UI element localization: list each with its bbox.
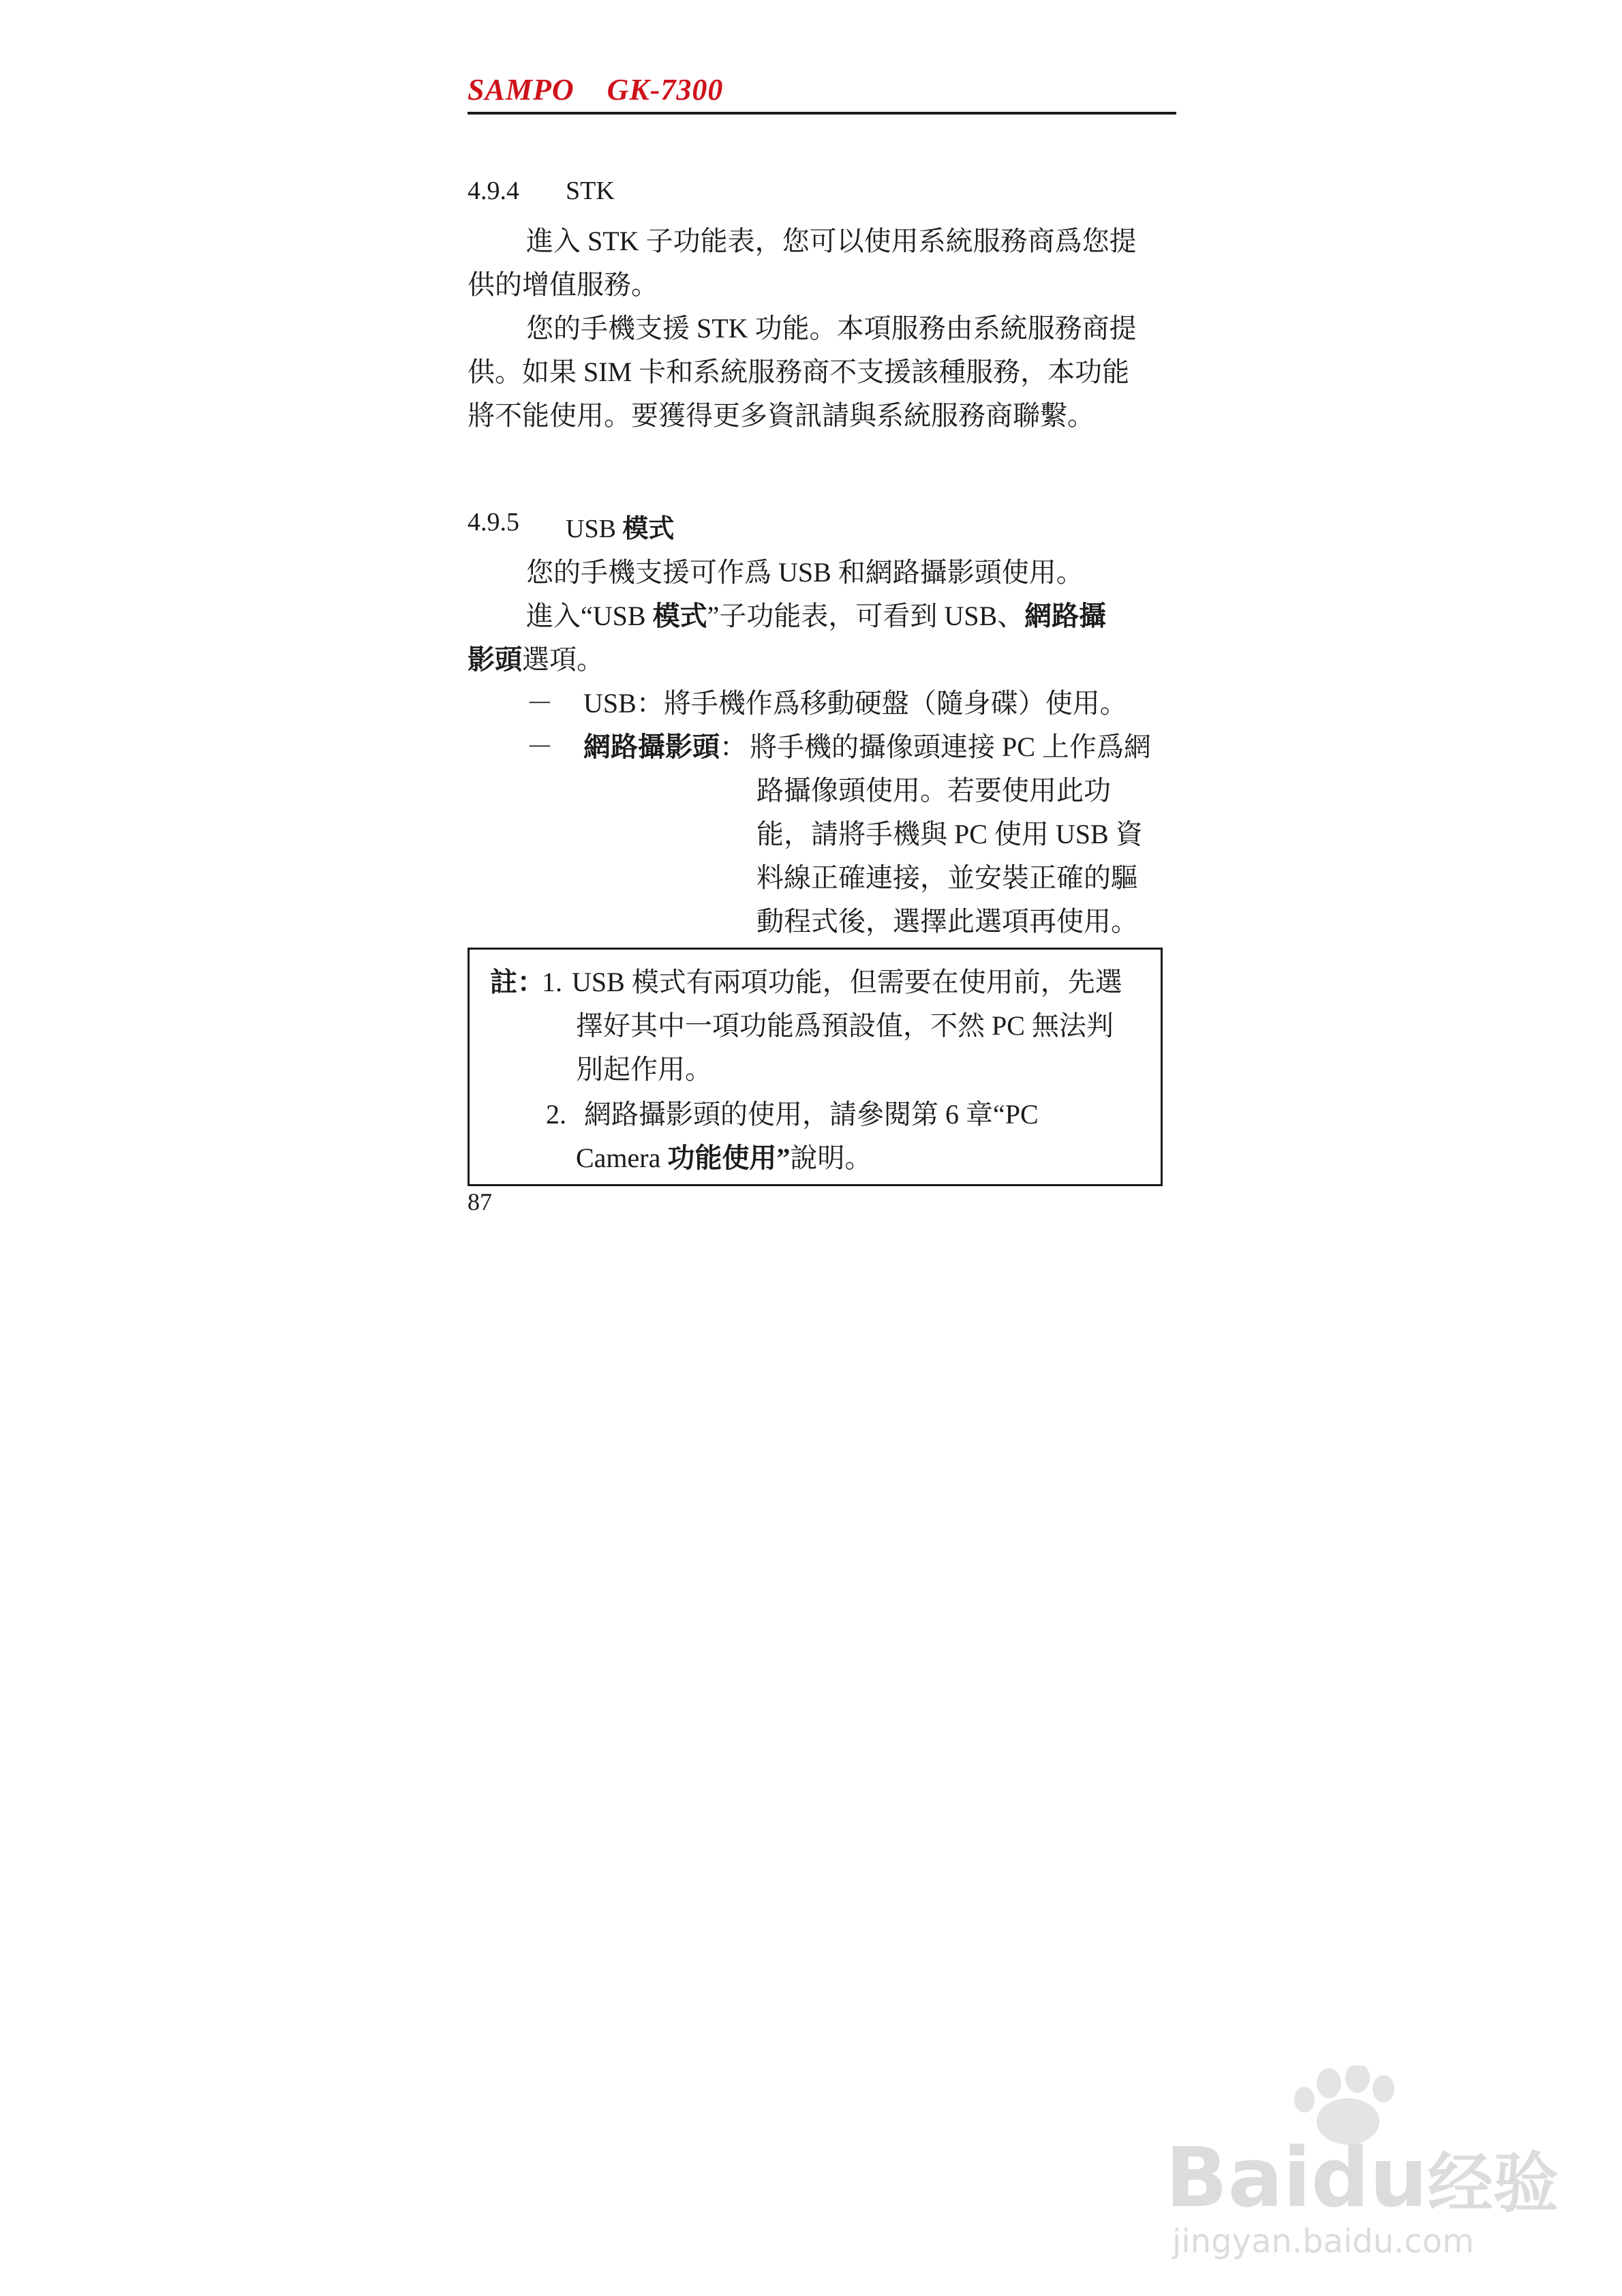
note-item-number: 2. [546,1099,566,1130]
watermark-brand: Baidu经验 [1165,2131,1559,2226]
paragraph-line: 進入 STK 子功能表，您可以使用系統服務商爲您提 [526,226,1137,256]
note-line: 別起作用。 [576,1054,712,1085]
paragraph-line: 進入“USB 模式”子功能表，可看到 USB、網路攝 [526,601,1107,631]
paragraph-line: 您的手機支援可作爲 USB 和網路攝影頭使用。 [526,557,1084,588]
note-item-number: 1. [542,967,562,997]
list-item-line: 路攝像頭使用。若要使用此功 [756,775,1111,806]
note-line: 網路攝影頭的使用，請參閱第 6 章“PC [584,1099,1039,1130]
section-title-plain: USB [566,515,623,543]
paragraph-line: 影頭選項。 [468,644,604,675]
brand-title: SAMPO GK-7300 [468,73,724,106]
page-header [468,72,1176,115]
list-item-line: 料線正確連接，並安裝正確的驅 [756,862,1138,893]
list-item: USB：將手機作爲移動硬盤（隨身碟）使用。 [583,688,1127,719]
section-number: 4.9.5 [468,508,519,537]
section-title [566,507,674,545]
list-dash: － [526,688,553,719]
paragraph-line: 您的手機支援 STK 功能。本項服務由系統服務商提 [526,313,1137,344]
section-title-bold: 模式 [622,515,675,543]
list-dash: － [526,731,553,762]
note-line: 擇好其中一項功能爲預設值，不然 PC 無法判 [576,1010,1114,1041]
paragraph-line: 供。如果 SIM 卡和系統服務商不支援該種服務，本功能 [468,357,1130,387]
note-line: Camera 功能使用”說明。 [576,1143,872,1173]
section-title: STK [566,177,615,205]
list-item-label: 網路攝影頭： [583,731,747,762]
note-label: 註： [490,967,545,997]
list-item-line: 能，請將手機與 PC 使用 USB 資 [756,819,1143,849]
paragraph-line: 供的增值服務。 [468,269,658,300]
paragraph-line: 將不能使用。要獲得更多資訊請與系統服務商聯繫。 [468,400,1095,431]
watermark-url: jingyan.baidu.com [1172,2222,1474,2261]
page-number: 87 [468,1188,492,1215]
note-line: USB 模式有兩項功能，但需要在使用前，先選 [572,967,1122,997]
section-number: 4.9.4 [468,177,519,205]
list-item-line: 將手機的攝像頭連接 PC 上作爲網 [750,731,1151,762]
baidu-watermark [1159,2066,1567,2270]
note-box [468,948,1163,1186]
list-item-line: 動程式後，選擇此選項再使用。 [756,906,1138,937]
